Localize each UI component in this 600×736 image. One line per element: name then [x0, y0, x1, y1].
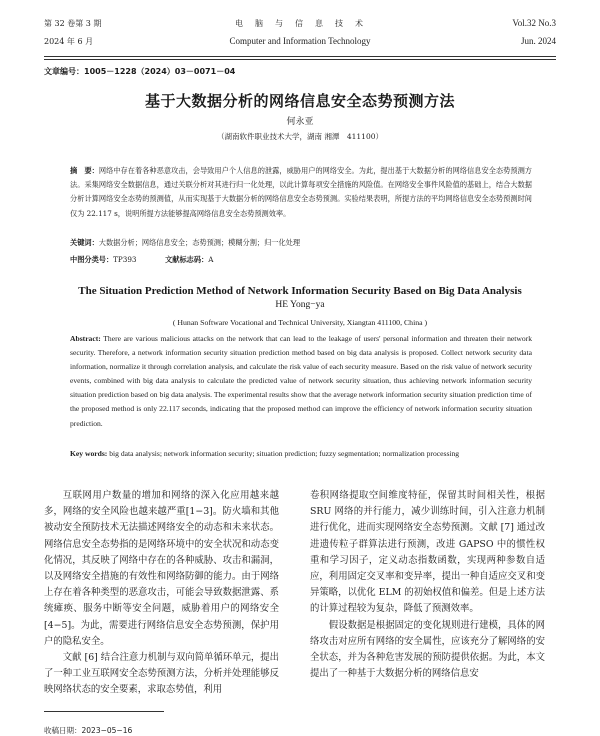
keywords-en-label: Key words:	[70, 449, 108, 458]
paper-title-cn: 基于大数据分析的网络信息安全态势预测方法	[144, 92, 455, 110]
body-paragraph: 互联网用户数量的增加和网络的深入化应用越来越多，网络的安全风险也越来越严重[1−3]。防火墙和其他被动安全预防技术无法描述网络安全的动态和未来状态。网络信息安全态势指的是网络环境中的安全状况和动态变化情况，其反映了网络中存在的各种威胁、攻击和漏洞，以及网络安全措施的有效性和网络防御的能力。由于网络上存在着各种类型的恶意攻击，可能会导致数据泄露、系统瘫痪、服务中断等安全问题，威胁着用户的网络安全[4−5]。为此，需要进行网络信息安全态势预测，保护用户的隐私安全。	[44, 490, 279, 647]
journal-date: 2024 年 6 月	[44, 37, 94, 46]
body-left-column	[44, 488, 279, 699]
header-rule	[44, 56, 556, 57]
body-paragraph: 假设数据是根据固定的变化规则进行建模，具体的网络攻击对应所有网络的安全属性，应该充分了解网络的安全状态，并为各种危害发展的预防提供依据。为此，本文提出了一种基于大数据分析的网络信息安	[310, 619, 545, 680]
paper-title-en: The Situation Prediction Method of Network Information Security Based on Big Data Analysis	[78, 285, 522, 297]
clc-label: 中图分类号：	[70, 255, 114, 264]
received-date: 收稿日期：2023−05−16	[44, 726, 133, 735]
affiliation-cn: （湖南软件职业技术大学，湖南 湘潭 411100）	[216, 132, 383, 141]
journal-volume-issue: 第 32 卷第 3 期	[44, 19, 102, 28]
keywords-cn	[70, 238, 532, 248]
footnote-rule	[44, 711, 164, 712]
article-number: 文章编号：1005－1228（2024）03－0071－04	[44, 67, 236, 76]
affiliation-en: ( Hunan Software Vocational and Technical University, Xiangtan 411100, China )	[172, 318, 428, 327]
abstract-en	[70, 332, 532, 431]
clc-value: TP393	[113, 255, 137, 264]
keywords-cn-text: 大数据分析；网络信息安全；态势预测；模糊分割；归一化处理	[98, 238, 301, 247]
abstract-cn-label: 摘 要：	[70, 166, 99, 175]
body-paragraph: 文献 [6] 结合注意力机制与双向简单循环单元，提出了一种工业互联网安全态势预测方法，分析并处理能够反映网络状态的安全要素，求取态势值，利用	[44, 652, 279, 696]
keywords-en	[70, 449, 532, 458]
classification-line	[70, 255, 532, 265]
keywords-en-text: big data analysis; network information security; situation prediction; fuzzy segmentation; normalization processing	[109, 449, 460, 458]
abstract-en-label: Abstract:	[70, 334, 101, 343]
body-paragraph: 卷积网络提取空间维度特征，保留其时间相关性，根据 SRU 网络的并行能力，减少训练时间，引入注意力机制进行优化，进而实现网络安全态势预测。文献 [7] 通过改进遗传粒子群算法进行预测，改进 GAPSO 中的惯性权重和学习因子，定义动态指数函数，实现两种参数自适应，利用固定交叉率和变异率，提出一种自适应交叉和变异策略，以优化 ELM 的初始权值和偏差。但是上述方法的计算过程较为复杂，降低了预测效率。	[310, 490, 545, 615]
doc-code-label: 文献标志码：	[165, 255, 209, 264]
journal-name-cn: 电 脑 与 信 息 技 术	[235, 19, 365, 28]
journal-date-en: Jun. 2024	[520, 36, 556, 46]
author-en: HE Yong−ya	[275, 300, 325, 310]
header-rule-thin	[44, 59, 556, 60]
body-right-column	[310, 488, 545, 682]
keywords-cn-label: 关键词：	[70, 238, 99, 247]
abstract-en-text: There are various malicious attacks on the network that can lead to the leakage of users' personal information and threaten their network security. Therefore, a network information security situation prediction method based on big data analysis is proposed. Collect network security data information, normalize it through correlation analysis, and calculate the risk value of each security measure. Based on the risk value of network security events, combined with big data analysis to calculate the predicted value of network security situation, thus achieving network information security situation prediction based on big data analysis. The experimental results show that the average network information security situation prediction time of the proposed method is only 22.117 seconds, indicating that the proposed method can improve the efficiency of network information security situation prediction.	[70, 334, 533, 428]
journal-name-en: Computer and Information Technology	[229, 36, 371, 46]
doc-code-value: A	[208, 255, 214, 264]
abstract-cn	[70, 164, 532, 221]
author-cn: 何永亚	[286, 117, 314, 127]
abstract-cn-text: 网络中存在着各种恶意攻击，会导致用户个人信息的泄露，威胁用户的网络安全。为此，提出基于大数据分析的网络信息安全态势预测方法。采集网络安全数据信息，通过关联分析对其进行归一化处理，以此计算每项安全措施的风险值。在网络安全事件风险值的基础上，结合大数据分析计算网络安全态势的预测值，从而实现基于大数据分析的网络信息安全态势预测。实验结果表明，所提方法的平均网络信息安全态势预测时间仅为 22.117 s，说明所提方法能够提高网络信息安全态势预测效率。	[70, 166, 532, 218]
journal-volume-en: Vol.32 No.3	[512, 18, 556, 28]
